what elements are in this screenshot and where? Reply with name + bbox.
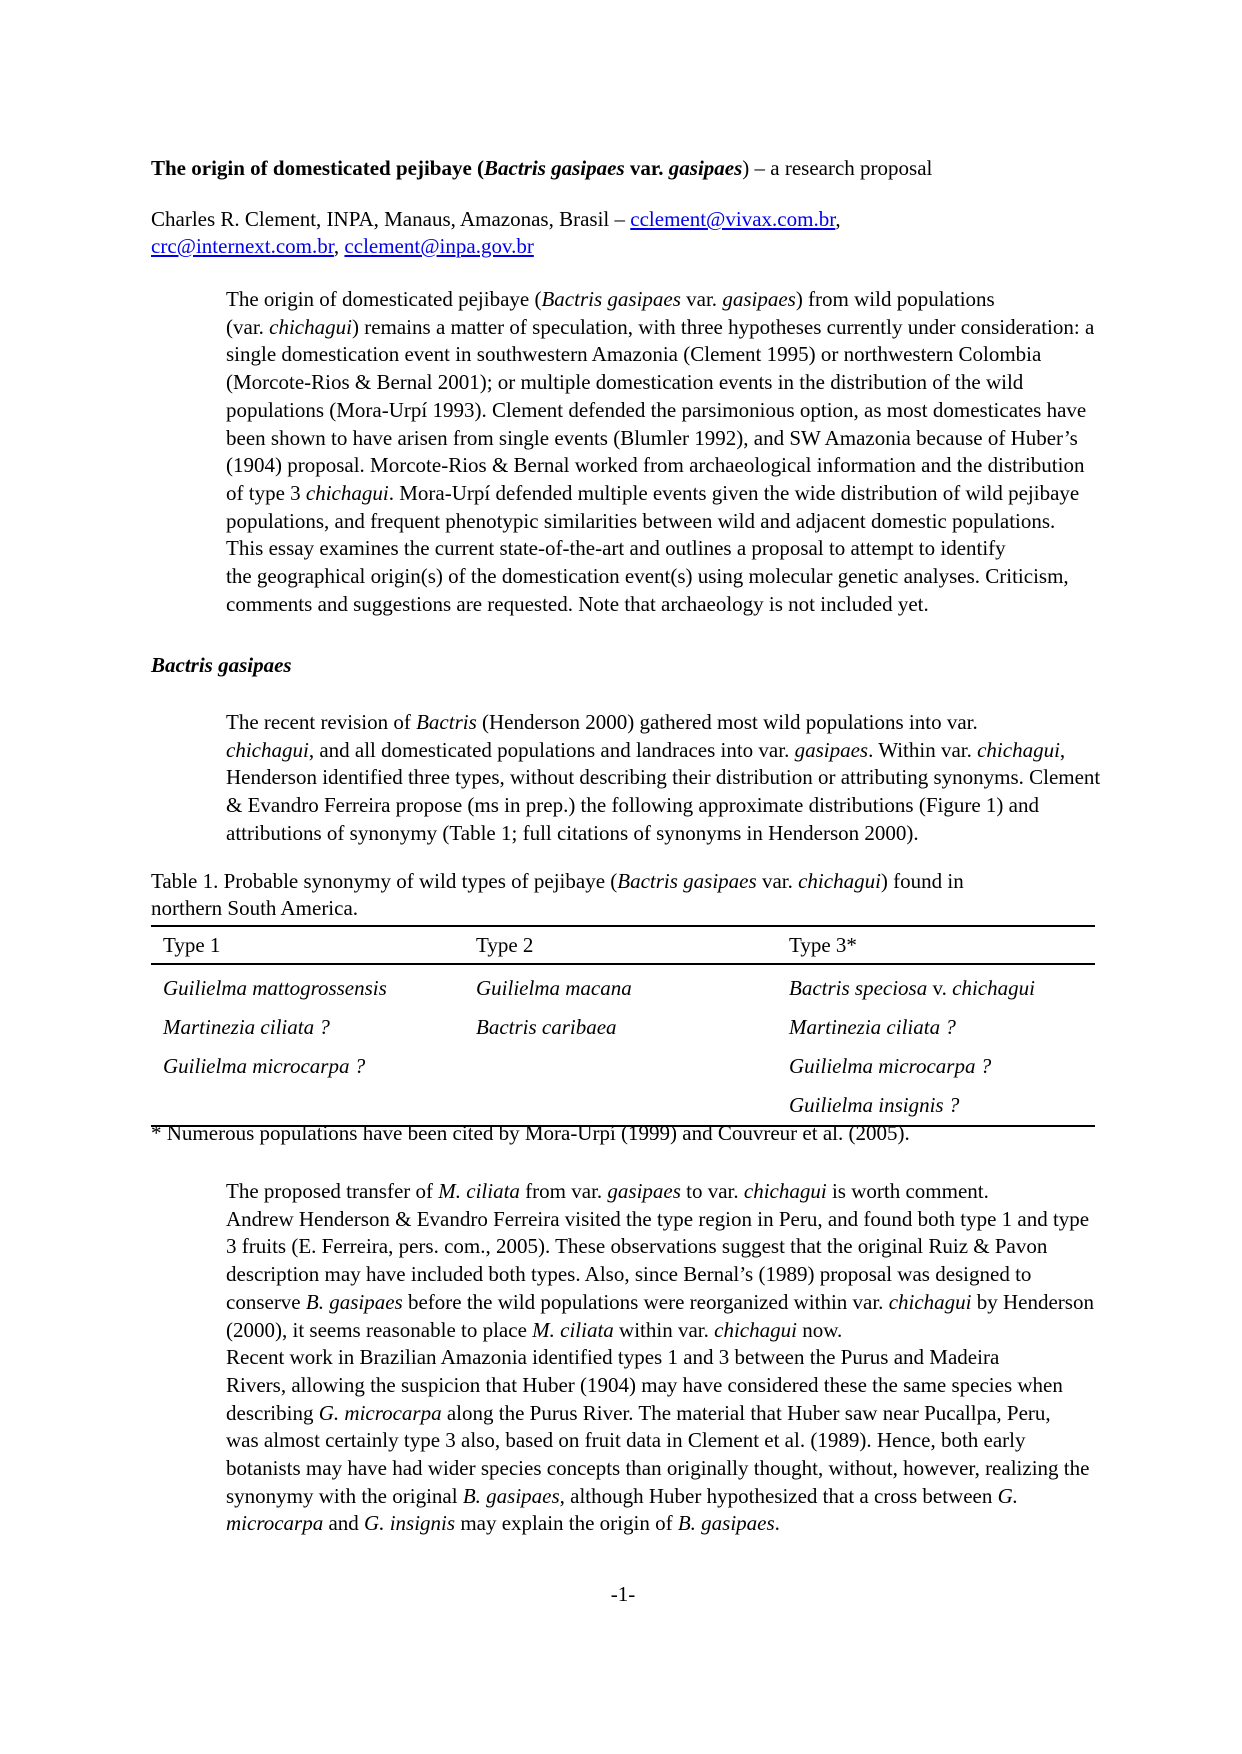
table-header-cell: Type 1 (163, 933, 221, 957)
text-run: ) remains a matter of speculation, with three hypotheses currently under consideration: a (351, 314, 1095, 339)
author-comma: , (835, 207, 841, 231)
text-run: , (1059, 737, 1066, 762)
text-line (151, 792, 1095, 820)
document-page (151, 0, 1101, 1754)
text-run: been shown to have arisen from single events (Blumler 1992), and SW Amazonia because of Huber’s (226, 425, 1078, 450)
text-line (151, 397, 1095, 425)
discussion-paragraph-2 (151, 1344, 1095, 1538)
email-link-3[interactable]: cclement@inpa.gov.br (344, 234, 534, 258)
title-variety: gasipaes (668, 156, 743, 180)
table-row (151, 1047, 1095, 1086)
text-run: . (774, 1511, 780, 1536)
table-header-cell: Type 3* (789, 933, 857, 957)
intro-section (151, 286, 1095, 618)
text-line (151, 452, 1095, 480)
text-line (151, 425, 1095, 453)
text-run: This essay examines the current state-of-the-art and outlines a proposal to attempt to identify (226, 536, 1006, 561)
italic-term: chichagui (714, 1317, 797, 1342)
text-run: v. (927, 976, 953, 1000)
text-run: (Henderson 2000) gathered most wild populations into var. (476, 710, 978, 734)
italic-term: chichagui (269, 314, 352, 339)
text-line (151, 341, 1095, 369)
text-run: 3 fruits (E. Ferreira, pers. com., 2005). These observations suggest that the original Ruiz & Pavon (226, 1234, 1048, 1259)
text-run: chichagui (952, 976, 1035, 1000)
text-run: conserve (226, 1289, 306, 1314)
table-header-cell: Type 2 (476, 933, 534, 957)
text-run: ) from wild populations (795, 287, 995, 311)
italic-term: chichagui (305, 480, 389, 505)
italic-term: B. gasipaes (462, 1483, 560, 1508)
text-run: comments and suggestions are requested. Note that archaeology is not included yet. (226, 591, 929, 616)
text-run: ) found in (880, 869, 964, 893)
text-run: the geographical origin(s) of the domestication event(s) using molecular genetic analyses. Criticism, (226, 564, 1069, 589)
italic-term: B. gasipaes (677, 1511, 775, 1536)
text-run: The recent revision of (226, 710, 417, 734)
text-run: Rivers, allowing the suspicion that Huber (1904) may have considered these the same species when (226, 1372, 1063, 1397)
page-number: -1- (610, 1582, 636, 1606)
table-cell: Guilielma microcarpa ? (163, 1054, 366, 1078)
text-run: . Mora-Urpí defended multiple events given the wide distribution of wild pejibaye (388, 480, 1080, 505)
text-line (151, 1344, 1095, 1372)
italic-term: chichagui (226, 737, 309, 762)
text-run: was almost certainly type 3 also, based on fruit data in Clement et al. (1989). Hence, both early (226, 1428, 1026, 1453)
italic-term: G. insignis (364, 1511, 456, 1536)
text-line (151, 1483, 1095, 1511)
text-line (151, 591, 1095, 619)
text-run: Henderson identified three types, without describing their distribution or attributing synonyms. Clement (226, 765, 1101, 790)
table-header-row (151, 926, 1095, 964)
author-line-1 (151, 206, 841, 233)
table-cell: Guilielma mattogrossensis (163, 976, 387, 1000)
text-run: . Within var. (868, 737, 978, 762)
text-line (151, 709, 1095, 737)
text-line (151, 563, 1095, 591)
email-link-1[interactable]: cclement@vivax.com.br (630, 207, 836, 231)
text-run: is worth comment. (826, 1179, 989, 1203)
title-var-word: var. (624, 156, 669, 180)
text-line (151, 535, 1095, 563)
text-run: attributions of synonymy (Table 1; full citations of synonyms in Henderson 2000). (226, 820, 919, 845)
title-lead: The origin of domesticated pejibaye ( (151, 156, 485, 180)
text-run: single domestication event in southwestern Amazonia (Clement 1995) or northwestern Colombia (226, 342, 1042, 367)
text-line (151, 1289, 1095, 1317)
text-run: from var. (519, 1179, 608, 1203)
discussion-section (151, 1178, 1095, 1538)
text-line (151, 1455, 1095, 1483)
text-line (151, 314, 1095, 342)
italic-term: gasipaes (794, 737, 869, 762)
text-run: Recent work in Brazilian Amazonia identified types 1 and 3 between the Purus and Madeira (226, 1345, 1000, 1370)
text-run: of type 3 (226, 480, 306, 505)
intro-paragraph-1 (151, 286, 1095, 535)
text-run: (Morcote-Rios & Bernal 2001); or multiple domestication events in the distribution of the wild (226, 370, 1024, 395)
italic-term: Bactris (416, 710, 477, 734)
table-caption (151, 868, 964, 922)
text-run: within var. (613, 1317, 715, 1342)
revision-section (151, 709, 1101, 848)
text-line (151, 1206, 1095, 1234)
text-line (151, 1178, 1095, 1206)
table-cell: Martinezia ciliata ? (789, 1015, 956, 1039)
text-run: var. (680, 287, 723, 311)
text-run: , and all domesticated populations and landraces into var. (308, 737, 795, 762)
table-cell: Guilielma microcarpa ? (789, 1054, 992, 1078)
text-line (151, 508, 1095, 536)
text-line (151, 1372, 1095, 1400)
text-line (151, 1427, 1095, 1455)
author-comma: , (333, 234, 340, 258)
italic-term: Bactris gasipaes (617, 869, 757, 893)
italic-term: G. (997, 1483, 1019, 1508)
text-line (151, 1233, 1095, 1261)
text-run: now. (796, 1317, 843, 1342)
intro-paragraph-2 (151, 535, 1095, 618)
table-row (151, 1008, 1095, 1047)
text-line (151, 1510, 1095, 1538)
text-run: (var. (226, 314, 270, 339)
text-run: (1904) proposal. Morcote-Rios & Bernal worked from archaeological information and the distribution (226, 453, 1085, 478)
table-cell (464, 1047, 777, 1086)
italic-term: chichagui (798, 869, 881, 893)
text-run: and (323, 1511, 365, 1536)
author-line-2 (151, 233, 841, 260)
text-line (151, 1261, 1095, 1289)
text-line (151, 480, 1095, 508)
table-caption-line-1 (151, 868, 964, 895)
table-caption-line-2: northern South America. (151, 896, 359, 920)
text-run: along the Purus River. The material that Huber saw near Pucallpa, Peru, (441, 1400, 1051, 1425)
table-cell: Guilielma macana (476, 976, 632, 1000)
italic-term: chichagui (977, 737, 1060, 762)
text-run: before the wild populations were reorganized within var. (402, 1289, 889, 1314)
author-block (151, 206, 841, 260)
text-run: may explain the origin of (455, 1511, 678, 1536)
text-run: Table 1. Probable synonymy of wild types of pejibaye ( (151, 869, 618, 893)
discussion-paragraph-1 (151, 1178, 1095, 1344)
text-run: The proposed transfer of (226, 1179, 439, 1203)
italic-term: gasipaes (607, 1179, 681, 1203)
section-heading: Bactris gasipaes (151, 653, 292, 677)
email-link-2[interactable]: crc@internext.com.br (151, 234, 334, 258)
table-cell: Guilielma insignis ? (777, 1086, 1095, 1126)
text-run: description may have included both types. Also, since Bernal’s (1989) proposal was designed to (226, 1262, 1032, 1287)
text-run: describing (226, 1400, 319, 1425)
text-run: Bactris speciosa (789, 976, 928, 1000)
italic-term: chichagui (743, 1179, 827, 1203)
text-run: populations (Mora-Urpí 1993). Clement defended the parsimonious option, as most domesticates have (226, 397, 1087, 422)
title-tail: ) – a research proposal (742, 156, 933, 180)
italic-term: chichagui (888, 1289, 972, 1314)
revision-paragraph (151, 709, 1101, 848)
italic-term: B. gasipaes (305, 1289, 403, 1314)
italic-term: Bactris gasipaes (541, 287, 681, 311)
italic-term: M. ciliata (532, 1317, 614, 1342)
text-line (151, 1317, 1095, 1345)
title-species: Bactris gasipaes (484, 156, 625, 180)
text-run: synonymy with the original (226, 1483, 463, 1508)
text-run: populations, and frequent phenotypic similarities between wild and adjacent domestic populations. (226, 508, 1056, 533)
text-run: by Henderson (971, 1289, 1094, 1314)
table-cell: Bactris caribaea (476, 1015, 617, 1039)
text-run: , although Huber hypothesized that a cross between (559, 1483, 998, 1508)
italic-term: microcarpa (226, 1511, 324, 1536)
text-run: Andrew Henderson & Evandro Ferreira visited the type region in Peru, and found both type 1 and type (226, 1206, 1090, 1231)
italic-term: G. microcarpa (318, 1400, 442, 1425)
text-run: & Evandro Ferreira propose (ms in prep.) the following approximate distributions (Figure 1) and (226, 793, 1039, 818)
synonymy-table (151, 925, 1095, 1127)
text-run: The origin of domesticated pejibaye ( (226, 287, 542, 311)
text-line (151, 1400, 1095, 1428)
text-run: botanists may have had wider species concepts than originally thought, without, however, realizing the (226, 1456, 1090, 1481)
table-cell (777, 964, 1095, 1008)
table-footnote: * Numerous populations have been cited by Mora-Urpí (1999) and Couvreur et al. (2005). (151, 1121, 910, 1145)
italic-term: gasipaes (722, 287, 796, 311)
text-line (151, 286, 1095, 314)
table-cell: Martinezia ciliata ? (163, 1015, 330, 1039)
table-row (151, 964, 1095, 1008)
text-run: to var. (680, 1179, 744, 1203)
italic-term: M. ciliata (438, 1179, 520, 1203)
text-line (151, 369, 1095, 397)
author-affiliation: Charles R. Clement, INPA, Manaus, Amazonas, Brasil – (151, 207, 631, 231)
text-line (151, 737, 1095, 765)
text-line (151, 820, 1095, 848)
document-title (151, 154, 932, 182)
text-line (151, 764, 1101, 792)
text-run: (2000), it seems reasonable to place (226, 1317, 533, 1342)
text-run: var. (756, 869, 799, 893)
